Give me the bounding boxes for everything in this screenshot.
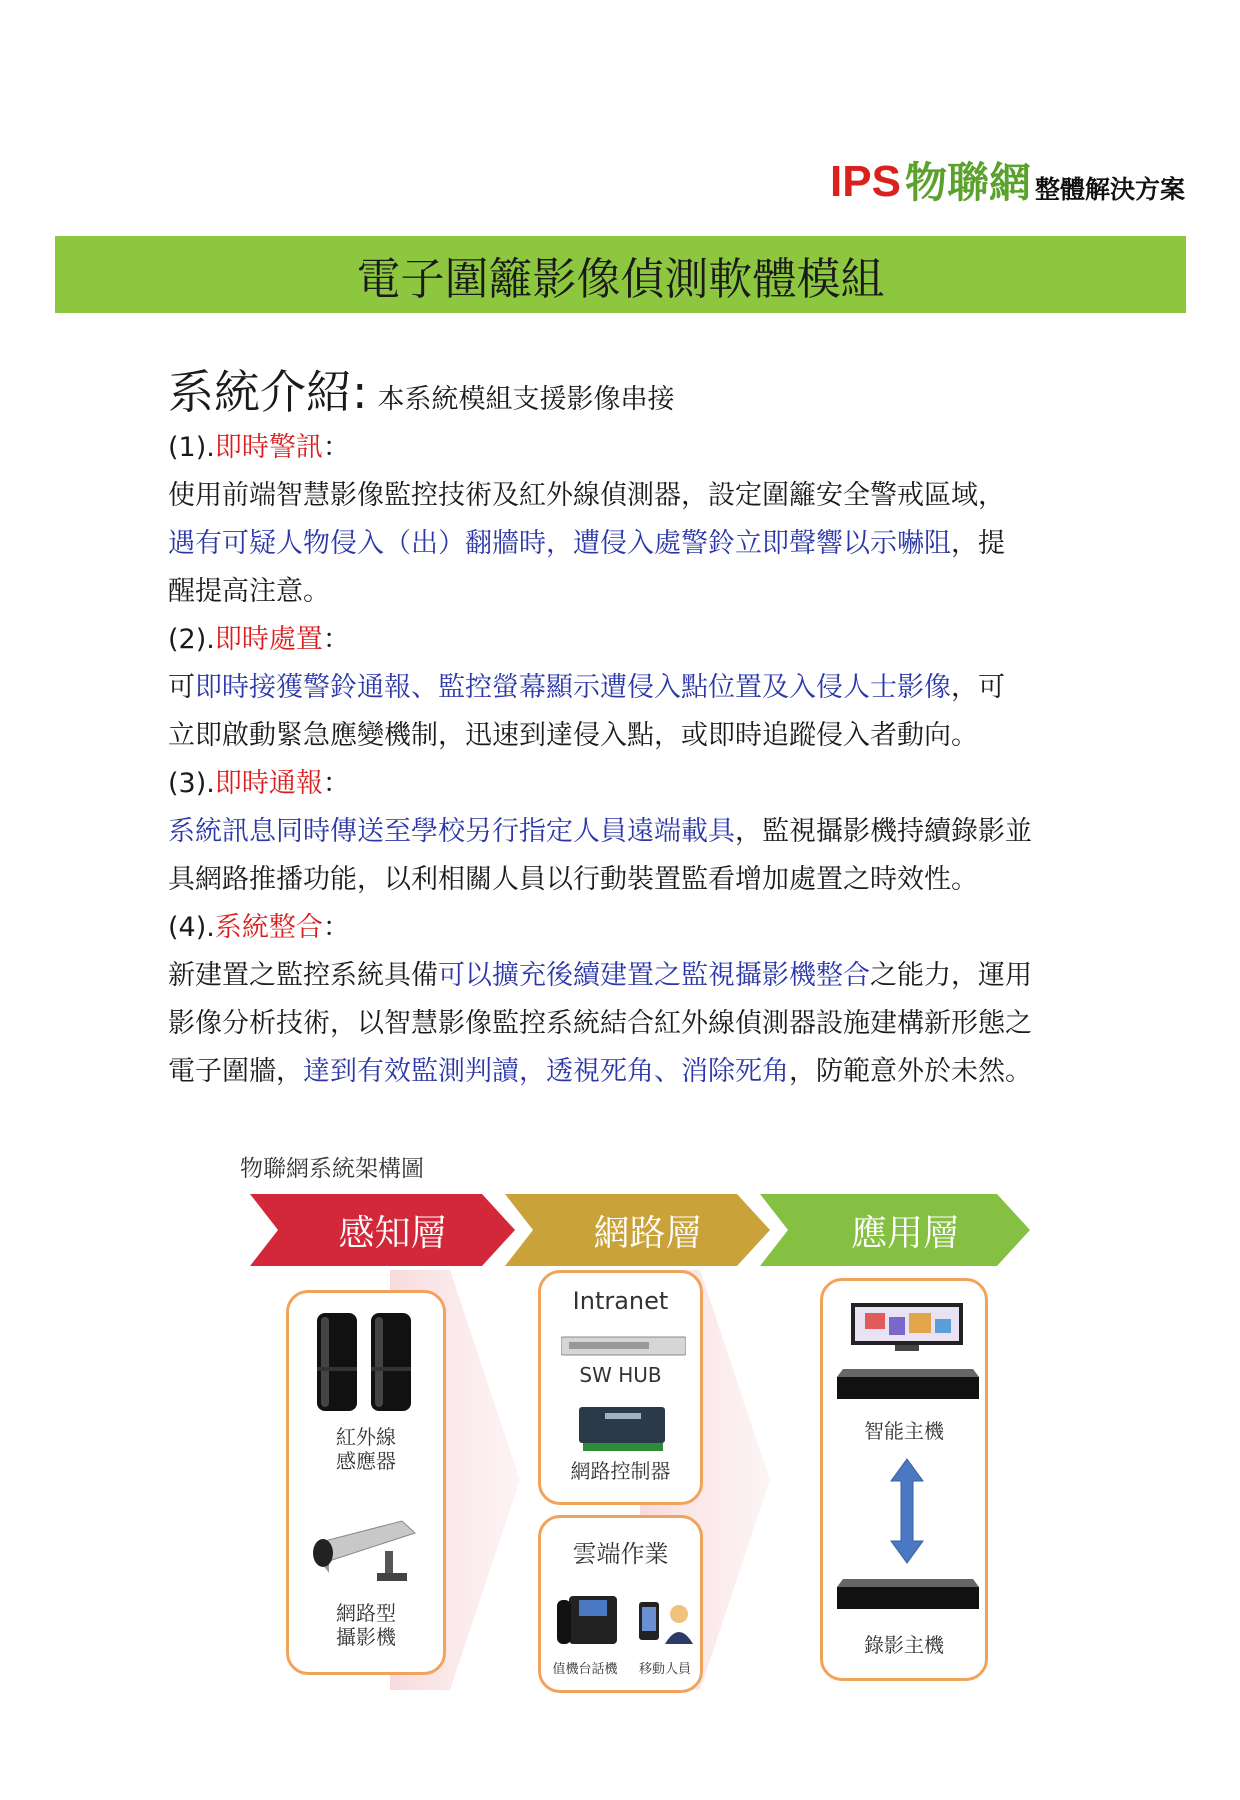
monitor-icon — [845, 1299, 969, 1355]
ir-sensor-label: 紅外線 感應器 — [336, 1425, 396, 1473]
body-line — [168, 856, 1128, 904]
body-text: 電子圍牆， — [168, 1056, 303, 1087]
section-number: (2). — [168, 624, 215, 655]
mobile-staff-icon — [637, 1598, 695, 1646]
body-line — [168, 664, 1128, 712]
layer-network-label: 網路層 — [593, 1212, 702, 1254]
sw-hub-label: SW HUB — [579, 1363, 662, 1387]
intro-heading: 系統介紹: — [168, 365, 368, 419]
body-line — [168, 520, 1128, 568]
section-heading — [168, 424, 1128, 472]
switch-hub-icon — [561, 1335, 686, 1357]
body-line — [168, 712, 1128, 760]
smart-host-icon — [833, 1367, 981, 1403]
highlight-text: 系統訊息同時傳送至學校另行指定人員遠端載具 — [168, 816, 735, 847]
diagram-title: 物聯網系統架構圖 — [240, 1156, 424, 1182]
ip-camera-icon — [307, 1513, 432, 1593]
duty-phone-label: 值機台話機 — [552, 1662, 618, 1677]
body-text: 之能力，運用 — [870, 960, 1032, 991]
layer-network — [505, 1194, 770, 1266]
section-colon: ： — [322, 624, 350, 655]
brand-logo — [830, 157, 1185, 207]
desk-phone-icon — [555, 1590, 623, 1650]
body-line — [168, 1048, 1128, 1096]
body-text: 醒提高注意。 — [168, 576, 330, 607]
highlight-text: 遇有可疑人物侵入（出）翻牆時，遭侵入處警鈴立即聲響以示嚇阻 — [168, 528, 951, 559]
section-heading — [168, 616, 1128, 664]
highlight-text: 可以擴充後續建置之監視攝影機整合 — [438, 960, 870, 991]
body-line — [168, 568, 1128, 616]
section-number: (1). — [168, 432, 215, 463]
section-number: (3). — [168, 768, 215, 799]
network-controller-icon — [575, 1401, 670, 1453]
net-controller-label: 網路控制器 — [570, 1459, 671, 1483]
ip-camera-label: 網路型 攝影機 — [336, 1601, 396, 1649]
iot-architecture-diagram — [240, 1150, 1040, 1710]
ir-sensor-icon — [311, 1307, 426, 1417]
body-text: ，提 — [951, 528, 1005, 559]
page-title: 電子圍籬影像偵測軟體模組 — [356, 253, 885, 305]
intranet-label: Intranet — [572, 1287, 669, 1315]
title-bar — [55, 236, 1186, 313]
body-text: 影像分析技術，以智慧影像監控系統結合紅外線偵測器設施建構新形態之 — [168, 1008, 1032, 1039]
body-text: 使用前端智慧影像監控技術及紅外線偵測器，設定圍籬安全警戒區域， — [168, 480, 1005, 511]
body-text: ，監視攝影機持續錄影並 — [735, 816, 1032, 847]
section-colon: ： — [322, 912, 350, 943]
body-line — [168, 952, 1128, 1000]
bidirectional-arrow-icon — [889, 1457, 925, 1565]
body-line — [168, 1000, 1128, 1048]
layer-application — [760, 1194, 1030, 1266]
body-text: ，防範意外於未然。 — [789, 1056, 1032, 1087]
intranet-box — [538, 1270, 703, 1505]
smart-host-label: 智能主機 — [864, 1419, 944, 1443]
layer-application-label: 應用層 — [850, 1212, 959, 1254]
section-number: (4). — [168, 912, 215, 943]
record-host-label: 錄影主機 — [864, 1633, 944, 1657]
application-box — [820, 1278, 988, 1681]
section-heading — [168, 760, 1128, 808]
intro-subtitle: 本系統模組支援影像串接 — [377, 384, 675, 415]
layer-perception-label: 感知層 — [338, 1212, 447, 1254]
section-title: 系統整合 — [214, 912, 323, 943]
mobile-staff-label: 移動人員 — [638, 1662, 691, 1677]
sections-body — [168, 424, 1128, 1096]
perception-box — [286, 1290, 446, 1675]
section-title: 即時通報 — [214, 768, 323, 799]
body-line — [168, 808, 1128, 856]
brand-ips: IPS — [830, 157, 901, 206]
section-colon: ： — [322, 768, 350, 799]
section-title: 即時處置 — [214, 624, 323, 655]
body-text: 具網路推播功能，以利相關人員以行動裝置監看增加處置之時效性。 — [168, 864, 978, 895]
body-line — [168, 472, 1128, 520]
layer-perception — [250, 1194, 515, 1266]
brand-suffix: 整體解決方案 — [1034, 175, 1185, 204]
highlight-text: 達到有效監測判讀，透視死角、消除死角 — [303, 1056, 789, 1087]
body-text: ，可 — [951, 672, 1005, 703]
intro — [168, 356, 1108, 422]
body-text: 可 — [168, 672, 195, 703]
cloud-label: 雲端作業 — [572, 1540, 669, 1568]
body-text: 新建置之監控系統具備 — [168, 960, 438, 991]
brand-iot: 物聯網 — [904, 158, 1031, 207]
body-text: 立即啟動緊急應變機制，迅速到達侵入點，或即時追蹤侵入者動向。 — [168, 720, 978, 751]
section-title: 即時警訊 — [214, 432, 323, 463]
cloud-box — [538, 1515, 703, 1693]
record-host-icon — [833, 1577, 981, 1613]
section-colon: ： — [322, 432, 350, 463]
highlight-text: 即時接獲警鈴通報、監控螢幕顯示遭侵入點位置及入侵人士影像 — [195, 672, 951, 703]
section-heading — [168, 904, 1128, 952]
